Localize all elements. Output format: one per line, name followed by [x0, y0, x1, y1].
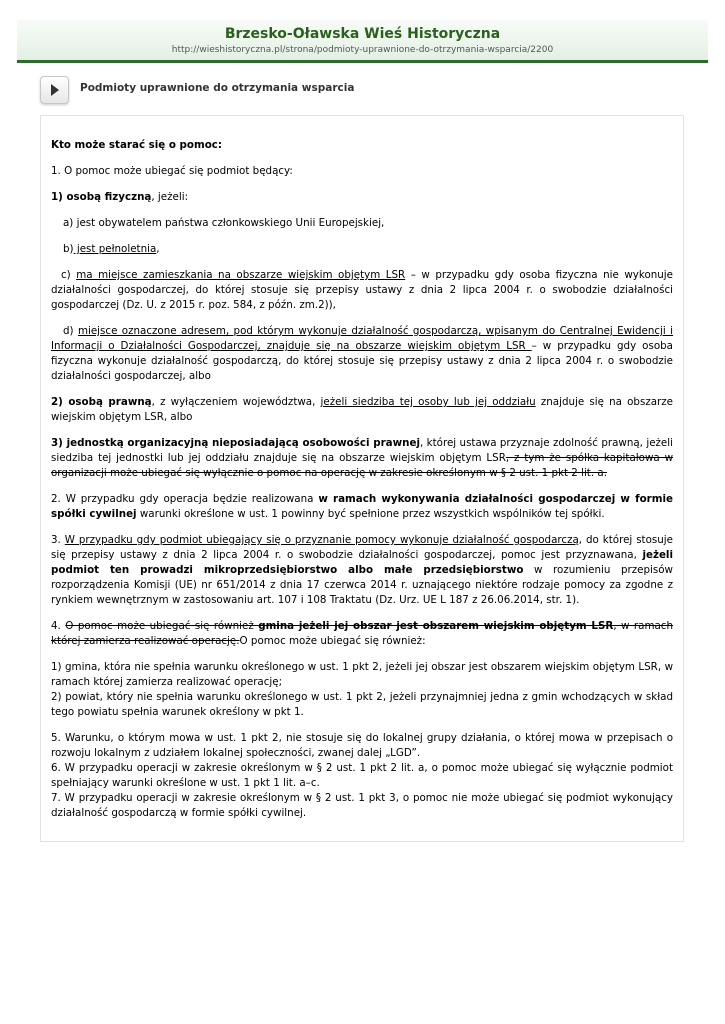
paragraph: 5. Warunku, o którym mowa w ust. 1 pkt 2, nie stosuje się do lokalnej grupy działania, o której mowa w przepisach o rozwoju lokalnym z udziałem lokalnej społeczności, zwanej dalej „LGD”. 6. W przypadku operacji w zakresie określonym w § 2 ust. 1 pkt 2 lit. a, o pomoc może ubiegać się wyłącznie podmiot spełniający warunki określone w ust. 1 pkt 1 lit. a–c. 7. W przypadku operacji w zakresie określonym w § 2 ust. 1 pkt 3, o pomoc nie może ubiegać się podmiot wykonujący działalność gospodarczą w formie spółki cywilnej.: [51, 732, 673, 819]
paragraph: 4. O pomoc może ubiegać się również gmina jeżeli jej obszar jest obszarem wiejskim objętym LSR, w ramach której zamierza realizować operację.O pomoc może ubiegać się również:: [51, 620, 673, 647]
list-item: a) jest obywatelem państwa członkowskiego Unii Europejskiej,: [63, 217, 385, 229]
page-title-row: [40, 76, 684, 106]
list-item: b) jest pełnoletnia,: [63, 243, 160, 255]
paragraph: 1) gmina, która nie spełnia warunku określonego w ust. 1 pkt 2, jeżeli jej obszar jest obszarem wiejskim objętym LSR, w ramach której zamierza realizować operację; 2) powiat, który nie spełnia warunku określonego w ust. 1 pkt 2, jeżeli przynajmniej jedna z gmin wchodzących w skład tego powiatu spełnia warunek określony w pkt 1.: [51, 661, 673, 718]
site-url: http://wieshistoryczna.pl/strona/podmioty-uprawnione-do-otrzymania-wsparcia/2200: [171, 45, 554, 55]
site-title[interactable]: Brzesko-Oławska Wieś Historyczna: [224, 26, 501, 42]
paragraph: 1. O pomoc może ubiegać się podmiot będący:: [51, 165, 293, 177]
paragraph: 2. W przypadku gdy operacja będzie realizowana w ramach wykonywania działalności gospodarczej w formie spółki cywilnej warunki określone w ust. 1 powinny być spełnione przez wszystkich wspólników tej spółki.: [51, 493, 674, 520]
page-title: Podmioty uprawnione do otrzymania wsparcia: [80, 82, 355, 94]
paragraph: 2) osobą prawną, z wyłączeniem województwa, jeżeli siedziba tej osoby lub jej oddziału znajduje się na obszarze wiejskim objętym LSR, albo: [51, 396, 674, 423]
arrow-button[interactable]: [40, 76, 69, 104]
list-item: c) ma miejsce zamieszkania na obszarze wiejskim objętym LSR – w przypadku gdy osoba fizyczna nie wykonuje działalności gospodarczej, do której stosuje się przepisy ustawy z dnia 2 lipca 2004 r. o swobodzie działalności gospodarczej (Dz. U. z 2015 r. poz. 584, z późn. zm.2)),: [51, 269, 673, 311]
list-item: d) miejsce oznaczone adresem, pod którym wykonuje działalność gospodarczą, wpisanym do Centralnej Ewidencji i Informacji o Działalności Gospodarczej, znajduje się na obszarze wiejskim objętym LSR – w przypadku gdy osoba fizyczna wykonuje działalność gospodarczą, do której stosuje się przepisy ustawy z dnia 2 lipca 2004 r. o swobodzie działalności gospodarczej, albo: [51, 325, 674, 382]
site-header: [17, 20, 708, 63]
article-content: [40, 115, 684, 842]
paragraph: 3. W przypadku gdy podmiot ubiegający się o przyznanie pomocy wykonuje działalność gospodarczą, do której stosuje się przepisy ustawy z dnia 2 lipca 2004 r. o swobodzie działalności gospodarczej, pomoc jest przyznawana, jeżeli podmiot ten prowadzi mikroprzedsiębiorstwo albo małe przedsiębiorstwo w rozumieniu przepisów rozporządzenia Komisji (UE) nr 651/2014 z dnia 17 czerwca 2014 r. uznającego niektóre rodzaje pomocy za zgodne z rynkiem wewnętrznym w zastosowaniu art. 107 i 108 Traktatu (Dz. Urz. UE L 187 z 26.06.2014, str. 1).: [51, 534, 673, 606]
paragraph: 1) osobą fizyczną, jeżeli:: [51, 191, 189, 203]
section-heading: Kto może starać się o pomoc:: [51, 139, 222, 151]
paragraph: 3) jednostką organizacyjną nieposiadającą osobowości prawnej, której ustawa przyznaje zdolność prawną, jeżeli siedziba tej jednostki lub jej oddziału znajduje się na obszarze wiejskim objętym LSR, z tym że spółka kapitałowa w organizacji może ubiegać się wyłącznie o pomoc na operację w zakresie określonym w § 2 ust. 1 pkt 2 lit. a.: [51, 437, 673, 479]
play-arrow-icon: [50, 84, 60, 96]
